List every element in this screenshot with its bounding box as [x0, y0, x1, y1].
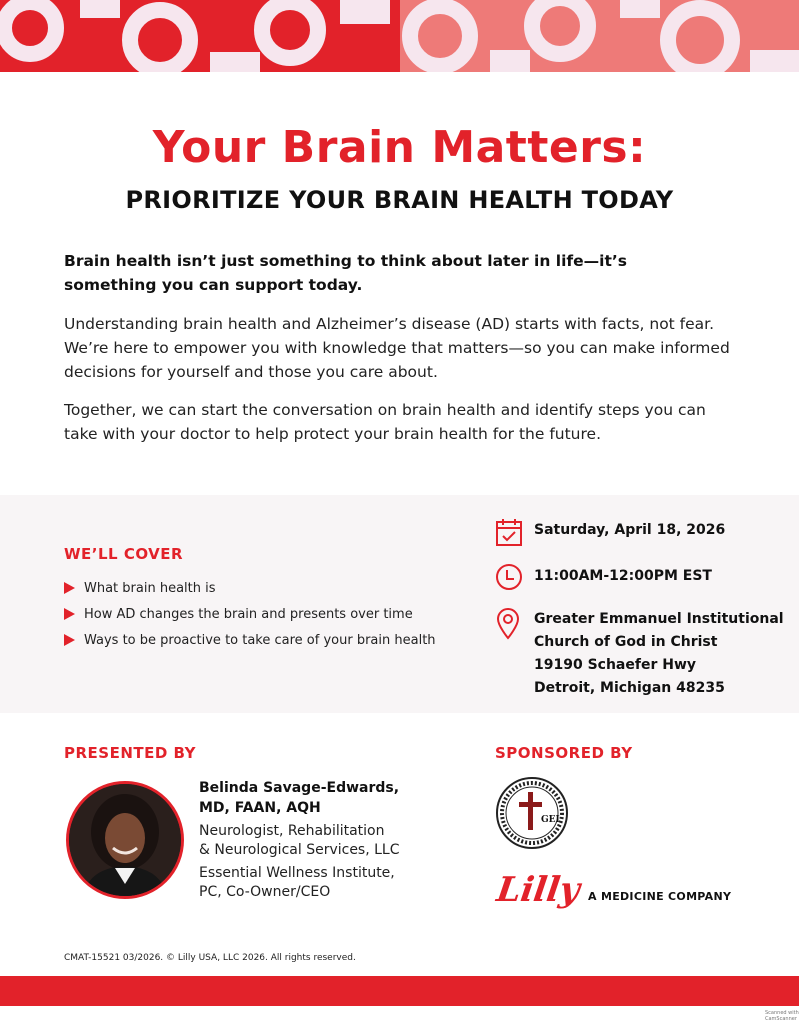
- event-location: [534, 608, 784, 700]
- arrow-bullet-icon: [64, 608, 75, 620]
- address-line-1: 19190 Schaefer Hwy: [534, 657, 697, 673]
- lilly-logo: Lilly: [494, 870, 583, 910]
- arrow-bullet-icon: [64, 582, 75, 594]
- presenter-org-line-2: PC, Co-Owner/CEO: [199, 884, 331, 900]
- venue-line-1: Greater Emmanuel Institutional: [534, 611, 784, 627]
- location-pin-icon: [495, 608, 521, 640]
- presenter-org: [199, 864, 459, 902]
- sponsored-by-heading: SPONSORED BY: [495, 744, 633, 762]
- presenter-name-line-2: MD, FAAN, AQH: [199, 800, 321, 816]
- presenter-org-line-1: Essential Wellness Institute,: [199, 865, 395, 881]
- page-subtitle: PRIORITIZE YOUR BRAIN HEALTH TODAY: [125, 186, 674, 214]
- calendar-icon: [495, 517, 523, 547]
- event-time: 11:00AM-12:00PM EST: [534, 568, 712, 584]
- presenter-role-line-1: Neurologist, Rehabilitation: [199, 823, 385, 839]
- cover-item-label: What brain health is: [84, 580, 216, 596]
- arrow-bullet-icon: [64, 634, 75, 646]
- cover-item-label: Ways to be proactive to take care of your brain health: [84, 632, 436, 648]
- event-date: Saturday, April 18, 2026: [534, 522, 726, 538]
- venue-line-2: Church of God in Christ: [534, 634, 718, 650]
- cover-list: [64, 575, 436, 653]
- cover-item-label: How AD changes the brain and presents over time: [84, 606, 413, 622]
- seal-text: GEI: [541, 815, 560, 825]
- header-banner: [0, 0, 799, 72]
- legal-footer: CMAT-15521 03/2026. © Lilly USA, LLC 2026. All rights reserved.: [64, 953, 356, 963]
- church-seal-logo: [495, 776, 569, 850]
- address-line-2: Detroit, Michigan 48235: [534, 680, 725, 696]
- banner-pattern: [0, 0, 799, 72]
- presenter-name-line-1: Belinda Savage-Edwards,: [199, 780, 400, 796]
- presenter-role: [199, 822, 459, 860]
- scanner-watermark: Scanned with CamScanner: [765, 1010, 799, 1022]
- clock-icon: [495, 563, 523, 591]
- bottom-bar: [0, 976, 799, 1006]
- presenter-photo: [69, 784, 181, 896]
- list-item: [64, 627, 436, 653]
- presenter-role-line-2: & Neurological Services, LLC: [199, 842, 400, 858]
- intro-paragraph-2: Together, we can start the conversation on brain health and identify steps you can take with your doctor to help protect your brain health for the future.: [64, 401, 706, 443]
- list-item: [64, 601, 436, 627]
- list-item: [64, 575, 436, 601]
- intro-lead: Brain health isn’t just something to think about later in life—it’s something you can support today.: [64, 252, 627, 294]
- intro-paragraph-1: Understanding brain health and Alzheimer’s disease (AD) starts with facts, not fear. We’re here to empower you with knowledge that matters—so you can make informed decisions for yourself and those you care about.: [64, 315, 730, 381]
- presented-by-heading: PRESENTED BY: [64, 744, 197, 762]
- avatar: [66, 781, 184, 899]
- presenter-name: [199, 778, 459, 818]
- lilly-tagline: A MEDICINE COMPANY: [588, 890, 732, 903]
- page-title: Your Brain Matters:: [152, 122, 647, 173]
- cover-heading: WE’LL COVER: [64, 545, 184, 563]
